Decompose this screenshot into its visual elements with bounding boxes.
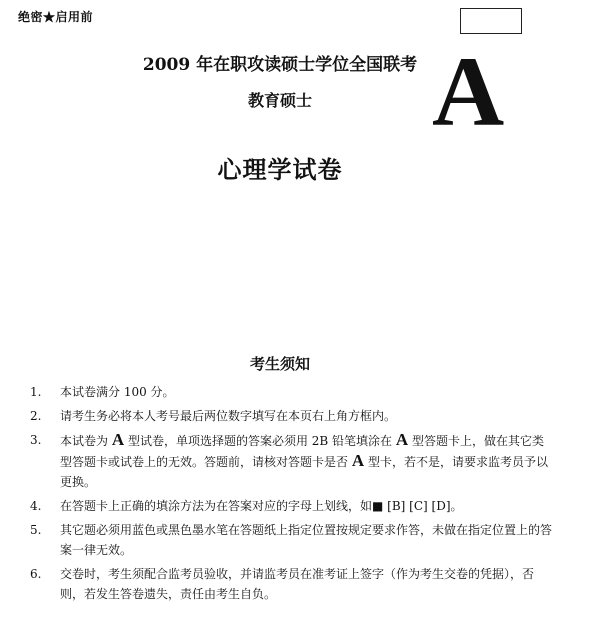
paper-title: 心理学试卷 bbox=[217, 155, 343, 184]
notice-text: 交卷时，考生须配合监考员验收，并请监考员在准考证上签字（作为考生交卷的凭据），否则，若发生答卷遗失，责任由考生自负。 bbox=[60, 567, 535, 601]
notice-item bbox=[30, 520, 555, 560]
notice-text: 本试卷满分 100 分。 bbox=[60, 385, 175, 399]
notice-number: 6. bbox=[30, 567, 42, 581]
paper-type-a-inline: A bbox=[111, 430, 125, 449]
notice-text: 其它题必须用蓝色或黑色墨水笔在答题纸上指定位置按规定要求作答，未做在指定位置上的答案一律无效。 bbox=[60, 523, 553, 557]
filled-option-a-icon: ■ bbox=[372, 499, 384, 513]
notice-number: 2. bbox=[30, 409, 42, 423]
notice-text bbox=[60, 496, 555, 516]
notice-text-part: 型试卷，单项选择题的答案必须用 2B 铅笔填涂在 bbox=[127, 434, 393, 448]
notice-number: 4. bbox=[30, 499, 42, 513]
notice-item bbox=[30, 406, 555, 426]
notice-text-part: [B] [C] [D]。 bbox=[383, 499, 463, 513]
notice-heading: 考生须知 bbox=[249, 355, 310, 373]
notice-number: 1. bbox=[30, 385, 42, 399]
notice-text-part: 型答题卡上，做在其它类型答题卡或试卷上的无效。答题前，请核对答题卡是否 bbox=[60, 434, 544, 469]
exam-title: 2009 年在职攻读硕士学位全国联考 bbox=[142, 55, 418, 75]
notice-number: 5. bbox=[30, 523, 42, 537]
notice-text bbox=[60, 430, 555, 492]
notice-text-part: 本试卷为 bbox=[60, 434, 109, 448]
exam-subtitle: 教育硕士 bbox=[247, 91, 312, 110]
notice-item bbox=[30, 564, 555, 604]
confidential-label: 绝密★启用前 bbox=[18, 10, 94, 24]
notice-item bbox=[30, 496, 555, 516]
paper-type-a-inline: A bbox=[395, 430, 409, 449]
paper-type-letter: A bbox=[432, 36, 505, 147]
exam-number-box[interactable] bbox=[460, 8, 522, 34]
notice-text-part: 在答题卡上正确的填涂方法为在答案对应的字母上划线，如 bbox=[60, 499, 373, 513]
notice-item bbox=[30, 430, 555, 492]
notice-list bbox=[30, 382, 555, 608]
notice-number: 3. bbox=[30, 433, 42, 447]
paper-type-a-inline: A bbox=[351, 451, 365, 470]
notice-item bbox=[30, 382, 555, 402]
notice-text-part: 型卡，若不是，请要求监考员予以更换。 bbox=[60, 455, 548, 489]
notice-text: 请考生务必将本人考号最后两位数字填写在本页右上角方框内。 bbox=[60, 409, 397, 423]
